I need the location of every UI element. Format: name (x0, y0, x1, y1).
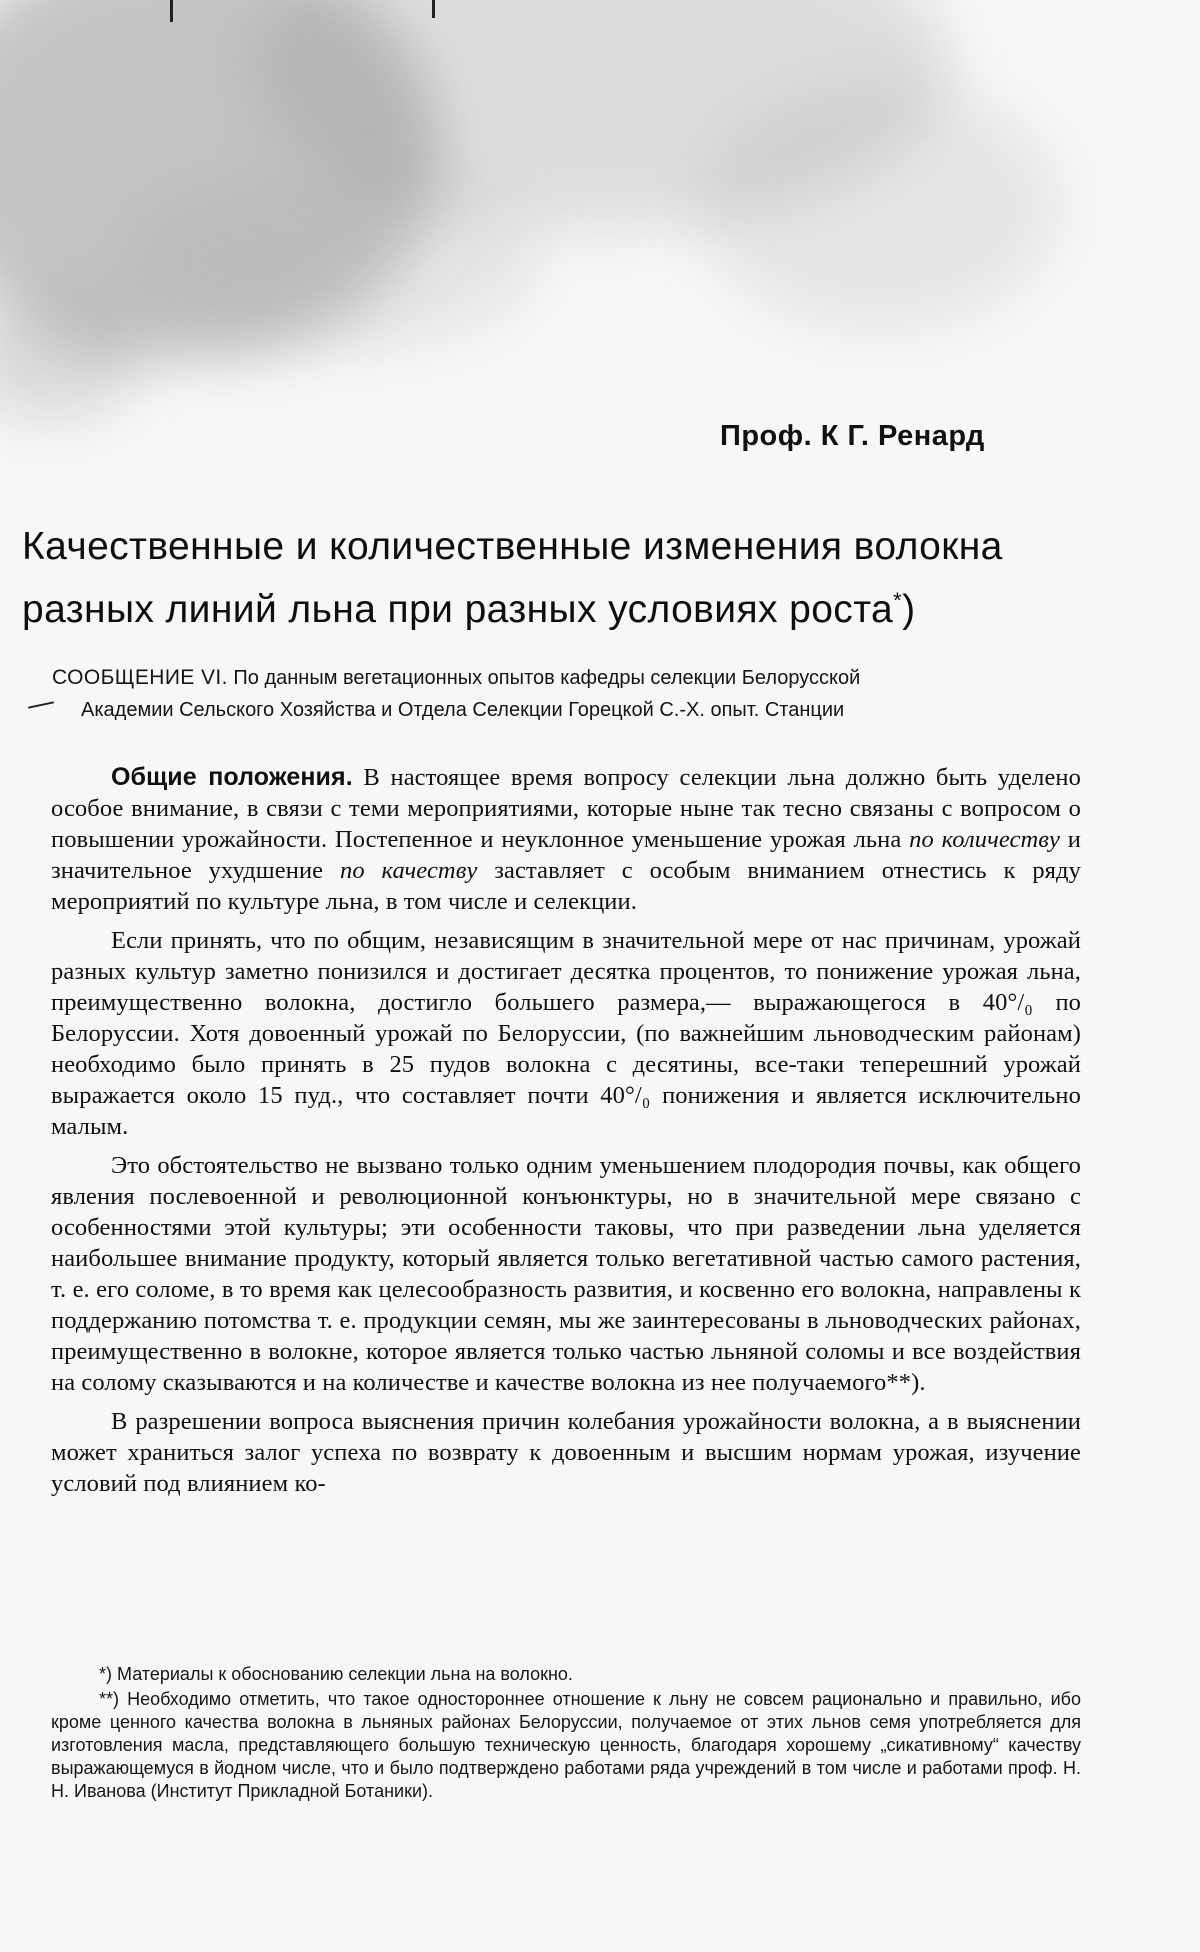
body-paragraph-3: Это обстоятельство не вызвано только одним уменьшением плодородия почвы, как общего явления послевоенной и революционной конъюнктуры, но в значительной мере связано с особенностями этой культуры; эти особенности таковы, что при разведении льна уделяется наибольшее внимание продукту, который является только вегетативной частью самого растения, т. е. его соломе, в то время как целесообразность развития, и косвенно его волокна, направлены к поддержанию потомства т. е. продукции семян, мы же заинтересованы в льноводческих районах, преимущественно в волокне, которое является только частью льняной соломы и все воздействия на солому сказываются и на количестве и качестве волокна из нее получаемого**). (51, 1152, 1081, 1396)
body-paragraph-4: В разрешении вопроса выяснения причин колебания урожайности волокна, а в выяснении может храниться залог успеха по возврату к довоенным и высшим нормам урожая, изучение условий под влиянием ко- (51, 1408, 1081, 1497)
scan-mark (170, 0, 173, 22)
article-title (22, 520, 1132, 637)
scan-mark (432, 0, 435, 18)
subtitle-line-2: Академии Сельского Хозяйства и Отдела Селекции Горецкой С.-Х. опыт. Станции (81, 699, 845, 721)
footnotes (51, 1663, 1081, 1803)
subtitle-lead: СООБЩЕНИЕ VI. (52, 666, 228, 689)
paragraph-text: заставляет с особым вниманием отнестись к ряду мероприятий по культуре льна, в том числе и селекции. (51, 857, 1081, 915)
footnote-1: *) Материалы к обоснованию селекции льна на волокно. (99, 1664, 573, 1684)
paragraph-text: и значительное ухудшение (51, 826, 1081, 884)
title-line-2: разных линий льна при разных условиях роста*) (22, 588, 916, 631)
body-paragraph-2: Если принять, что по общим, независящим в значительной мере от нас причинам, урожай разных культур заметно понизился и достигает десятка процентов, то понижение урожая льна, преимущественно волокна, достигло большего размера,— выражающегося в 40°/₀ по Белоруссии. Хотя довоенный урожай по Белоруссии, (по важнейшим льноводческим районам) необходимо было принять в 25 пудов волокна с десятины, все-таки теперешний урожай выражается около 15 пуд., что составляет почти 40°/₀ понижения и является исключительно малым. (51, 927, 1081, 1140)
scan-shadow (700, 80, 1060, 330)
title-line-2-text: разных линий льна при разных условиях роста (22, 588, 894, 631)
italic-emphasis: по качеству (340, 857, 478, 884)
italic-emphasis: по количеству (909, 826, 1061, 853)
subtitle-line-1: По данным вегетационных опытов кафедры селекции Белорусской (233, 667, 861, 689)
scan-mark (28, 701, 54, 708)
body-paragraph-1 (51, 762, 1081, 917)
author-name: Проф. К Г. Ренард (720, 420, 985, 452)
article-subtitle (52, 662, 1087, 726)
title-footnote-marker: * (893, 588, 903, 613)
section-heading: Общие положения. (111, 763, 353, 791)
scan-shadow (120, 170, 540, 350)
title-line-1: Качественные и количественные изменения волокна (22, 525, 1003, 568)
paragraph-text: В настоящее время вопросу селекции льна должно быть уделено особое внимание, в связи с теми мероприятиями, которые ныне так тесно связаны с вопросом о повышении урожайности. Постепенное и неуклонное уменьшение урожая льна (51, 764, 1081, 853)
article-body (51, 762, 1081, 1499)
footnote-2: **) Необходимо отметить, что такое одностороннее отношение к льну не совсем рационально и правильно, ибо кроме ценного качества волокна в льняных районах Белоруссии, получаемое от этих льнов семя употребляется для изготовления масла, представляющего большую техническую ценность, благодаря хорошему „сикативному“ качеству выражающемуся в йодном числе, что и было подтверждено работами ряда учреждений в том числе и работами проф. Н. Н. Иванова (Институт Прикладной Ботаники). (51, 1689, 1081, 1801)
